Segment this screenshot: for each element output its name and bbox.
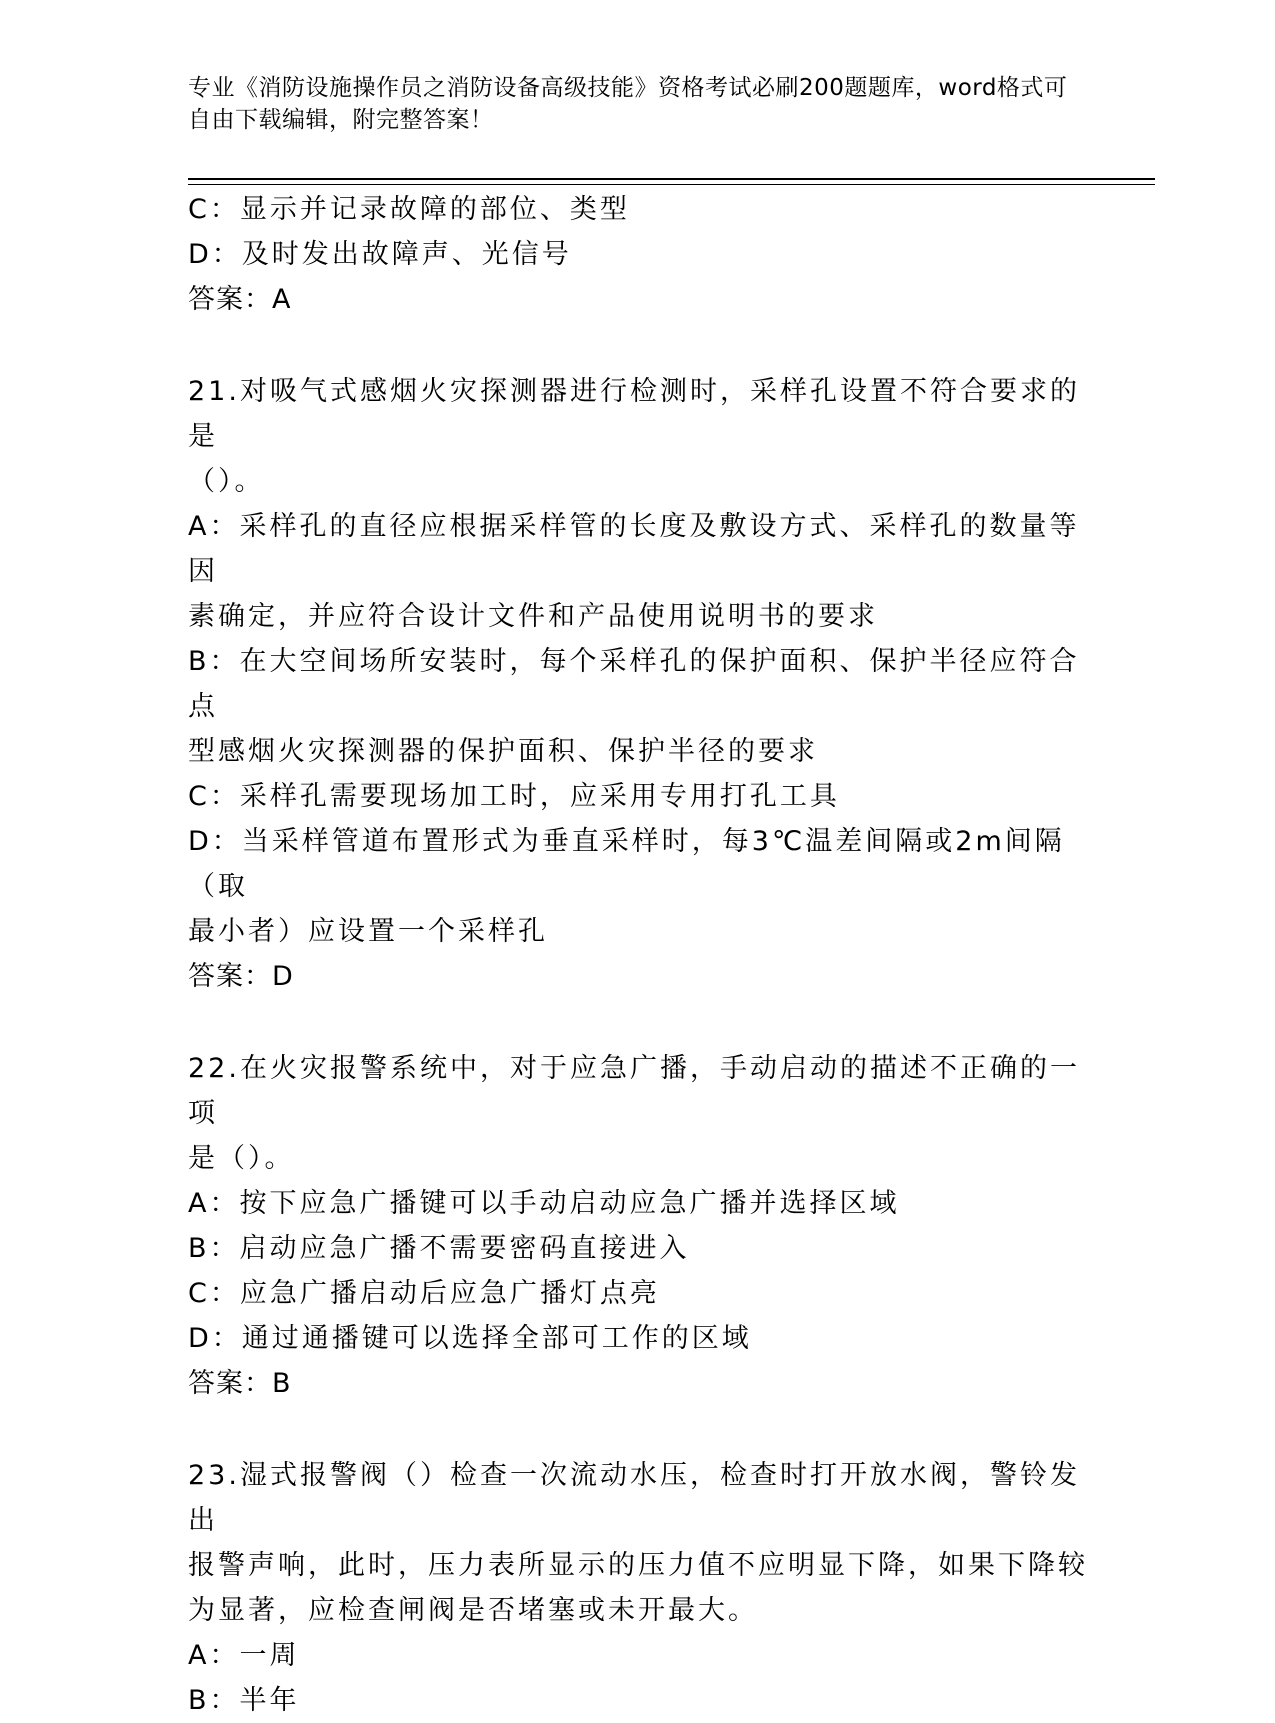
spacer [188,322,1088,369]
question-stem: 21.对吸气式感烟火灾探测器进行检测时，采样孔设置不符合要求的是 [188,376,1080,452]
option-line: 型感烟火灾探测器的保护面积、保护半径的要求 [188,736,818,767]
option-line: D：当采样管道布置形式为垂直采样时，每3℃温差间隔或2m间隔（取 [188,826,1065,902]
question-stem: 为显著，应检查闸阀是否堵塞或未开最大。 [188,1595,758,1626]
question-stem: 是（）。 [188,1143,295,1174]
spacer [188,999,1088,1046]
option-line: 素确定，并应符合设计文件和产品使用说明书的要求 [188,601,878,632]
option-line: C：显示并记录故障的部位、类型 [188,194,630,225]
option-line: A：采样孔的直径应根据采样管的长度及敷设方式、采样孔的数量等因 [188,511,1080,587]
question-stem: （）。 [188,466,265,497]
option-line: C：应急广播启动后应急广播灯点亮 [188,1278,660,1309]
option-line: D：通过通播键可以选择全部可工作的区域 [188,1323,752,1354]
answer-line: 答案：B [188,1368,292,1399]
header-rule-thin [188,184,1155,185]
option-line: B：启动应急广播不需要密码直接进入 [188,1233,690,1264]
option-line: A：一周 [188,1640,300,1671]
answer-line: 答案：D [188,961,294,992]
option-line: 最小者）应设置一个采样孔 [188,916,548,947]
document-header: 专业《消防设施操作员之消防设备高级技能》资格考试必刷200题题库，word格式可自由下载编辑，附完整答案！ [188,75,1068,133]
header-rule-thick [188,178,1155,180]
question-23 [188,1453,1088,1723]
option-line: D：及时发出故障声、光信号 [188,239,572,270]
option-line: B：半年 [188,1685,300,1716]
option-line: C：采样孔需要现场加工时，应采用专用打孔工具 [188,781,840,812]
question-content [188,187,1088,1723]
question-stem: 报警声响，此时，压力表所显示的压力值不应明显下降，如果下降较 [188,1550,1088,1581]
spacer [188,1406,1088,1453]
answer-line: 答案：A [188,284,292,315]
prev-question [188,187,1088,322]
question-stem: 23.湿式报警阀（）检查一次流动水压，检查时打开放水阀，警铃发出 [188,1460,1080,1536]
question-22 [188,1046,1088,1406]
question-stem: 22.在火灾报警系统中，对于应急广播，手动启动的描述不正确的一项 [188,1053,1080,1129]
option-line: A：按下应急广播键可以手动启动应急广播并选择区域 [188,1188,900,1219]
question-21 [188,369,1088,999]
option-line: B：在大空间场所安装时，每个采样孔的保护面积、保护半径应符合点 [188,646,1080,722]
